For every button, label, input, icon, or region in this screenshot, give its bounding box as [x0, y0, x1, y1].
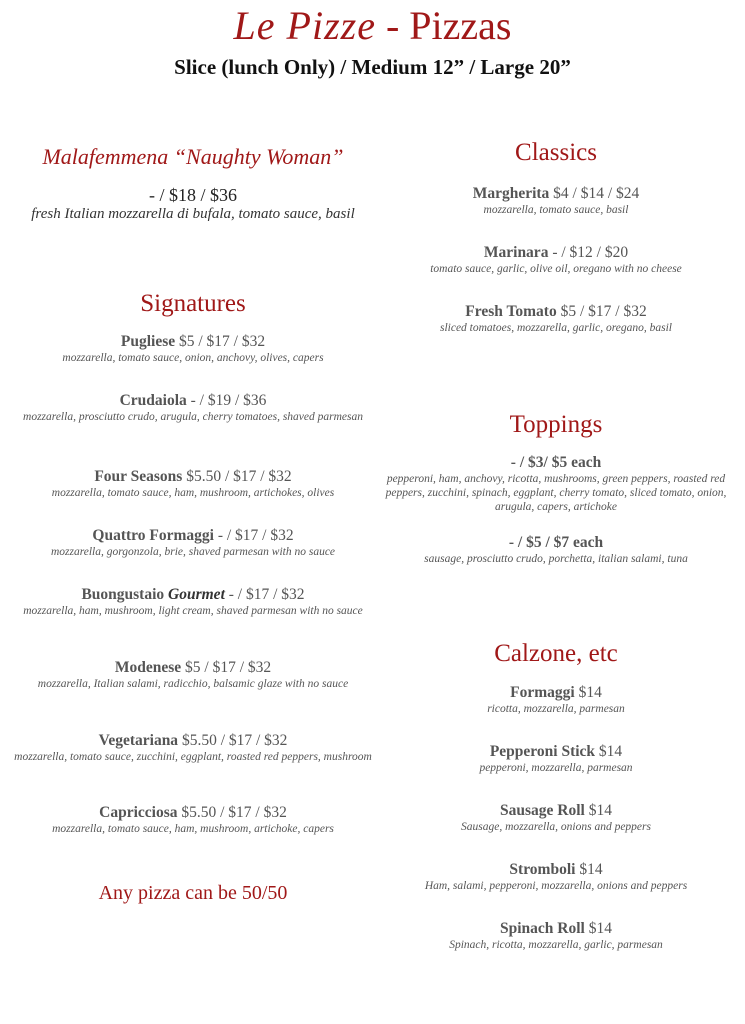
- section-heading-classics: Classics: [515, 139, 597, 166]
- item-desc: mozzarella, tomato sauce, zucchini, eggplant, roasted red peppers, mushroom: [14, 751, 372, 763]
- section-heading-toppings: Toppings: [509, 411, 603, 438]
- item-desc: Sausage, mozzarella, onions and peppers: [461, 821, 651, 833]
- topping-list: sausage, prosciutto crudo, porchetta, italian salami, tuna: [424, 553, 688, 565]
- feature-desc: fresh Italian mozzarella di bufala, tomato sauce, basil: [31, 206, 355, 222]
- page-title: [0, 2, 745, 50]
- menu-item: [14, 731, 372, 764]
- item-name: Vegetariana: [98, 732, 179, 749]
- menu-item: [14, 658, 372, 691]
- topping-list: pepperoni, ham, anchovy, ricotta, mushrooms, green peppers, roasted red peppers, zucchini, spinach, eggplant, cherry tomato, sliced tomato, onion, arugula, capers, artichoke: [385, 473, 727, 513]
- item-name: Modenese: [114, 659, 182, 676]
- item-desc: mozzarella, gorgonzola, brie, shaved parmesan with no sauce: [50, 546, 336, 558]
- item-desc: pepperoni, mozzarella, parmesan: [479, 762, 633, 774]
- item-desc: Ham, salami, pepperoni, mozzarella, onions and peppers: [424, 880, 688, 892]
- item-price: $4 / $14 / $24: [549, 185, 640, 202]
- menu-item: [374, 302, 738, 335]
- item-desc: ricotta, mozzarella, parmesan: [487, 703, 625, 715]
- item-name: Capricciosa: [99, 804, 178, 821]
- item-price: - / $17 / $32: [224, 586, 305, 603]
- item-price: $5.50 / $17 / $32: [177, 804, 287, 821]
- item-desc: mozzarella, tomato sauce, basil: [483, 204, 629, 216]
- menu-item: [374, 860, 738, 893]
- menu-item: [14, 585, 372, 618]
- item-price: $5 / $17 / $32: [175, 333, 266, 350]
- item-price: $14: [574, 684, 602, 701]
- item-name-suffix: Gourmet: [168, 586, 225, 603]
- item-name: Fresh Tomato: [465, 303, 557, 320]
- item-name: Four Seasons: [94, 468, 183, 485]
- item-name: Buongustaio: [81, 586, 165, 603]
- topping-price: - / $3/ $5 each: [510, 454, 602, 471]
- menu-item: [374, 184, 738, 217]
- item-name: Sausage Roll: [500, 802, 585, 819]
- menu-item: [374, 801, 738, 834]
- size-subtitle: Slice (lunch Only) / Medium 12” / Large 20”: [174, 55, 571, 79]
- menu-item: [374, 919, 738, 952]
- section-heading-signatures: Signatures: [140, 290, 246, 317]
- item-price: $5.50 / $17 / $32: [178, 732, 288, 749]
- menu-item: [374, 683, 738, 716]
- item-price: - / $12 / $20: [548, 244, 629, 261]
- feature-name: Malafemmena “Naughty Woman”: [42, 144, 344, 169]
- item-desc: mozzarella, tomato sauce, ham, mushroom, artichokes, olives: [51, 487, 335, 499]
- item-price: - / $19 / $36: [186, 392, 267, 409]
- item-desc: mozzarella, tomato sauce, ham, mushroom, artichoke, capers: [52, 823, 334, 835]
- item-name: Quattro Formaggi: [92, 527, 214, 544]
- item-desc: Spinach, ricotta, mozzarella, garlic, parmesan: [449, 939, 663, 951]
- feature-item: [14, 184, 372, 223]
- title-script: Le Pizze: [233, 3, 376, 48]
- menu-item: [14, 803, 372, 836]
- item-price: $14: [575, 861, 603, 878]
- item-name: Formaggi: [510, 684, 575, 701]
- menu-item: [14, 391, 372, 424]
- menu-item: [14, 467, 372, 500]
- item-desc: mozzarella, tomato sauce, onion, anchovy, olives, capers: [62, 352, 324, 364]
- half-half-note: Any pizza can be 50/50: [98, 882, 288, 904]
- menu-header: [0, 2, 745, 80]
- item-price: $14: [595, 743, 623, 760]
- title-rest: - Pizzas: [375, 3, 512, 48]
- topping-group: [374, 533, 738, 566]
- topping-price: - / $5 / $7 each: [508, 534, 604, 551]
- item-price: $14: [584, 920, 612, 937]
- item-name: Pepperoni Stick: [489, 743, 596, 760]
- item-price: $5 / $17 / $32: [181, 659, 272, 676]
- menu-item: [374, 243, 738, 276]
- item-name: Crudaiola: [119, 392, 187, 409]
- topping-group: [374, 453, 738, 514]
- item-name: Spinach Roll: [500, 920, 585, 937]
- item-price: - / $17 / $32: [213, 527, 294, 544]
- item-price: $14: [584, 802, 612, 819]
- item-desc: mozzarella, prosciutto crudo, arugula, cherry tomatoes, shaved parmesan: [23, 411, 363, 423]
- menu-item: [14, 332, 372, 365]
- menu-item: [14, 526, 372, 559]
- item-name: Margherita: [472, 185, 550, 202]
- item-name: Stromboli: [509, 861, 576, 878]
- item-desc: mozzarella, ham, mushroom, light cream, shaved parmesan with no sauce: [23, 605, 363, 617]
- item-name: Pugliese: [120, 333, 176, 350]
- menu-item: [374, 742, 738, 775]
- item-desc: tomato sauce, garlic, olive oil, oregano with no cheese: [430, 263, 682, 275]
- item-desc: sliced tomatoes, mozzarella, garlic, oregano, basil: [439, 322, 672, 334]
- feature-price: - / $18 / $36: [149, 185, 237, 205]
- item-desc: mozzarella, Italian salami, radicchio, balsamic glaze with no sauce: [37, 678, 349, 690]
- item-price: $5 / $17 / $32: [556, 303, 647, 320]
- item-name: Marinara: [483, 244, 549, 261]
- section-heading-calzone: Calzone, etc: [494, 640, 618, 667]
- item-price: $5.50 / $17 / $32: [182, 468, 292, 485]
